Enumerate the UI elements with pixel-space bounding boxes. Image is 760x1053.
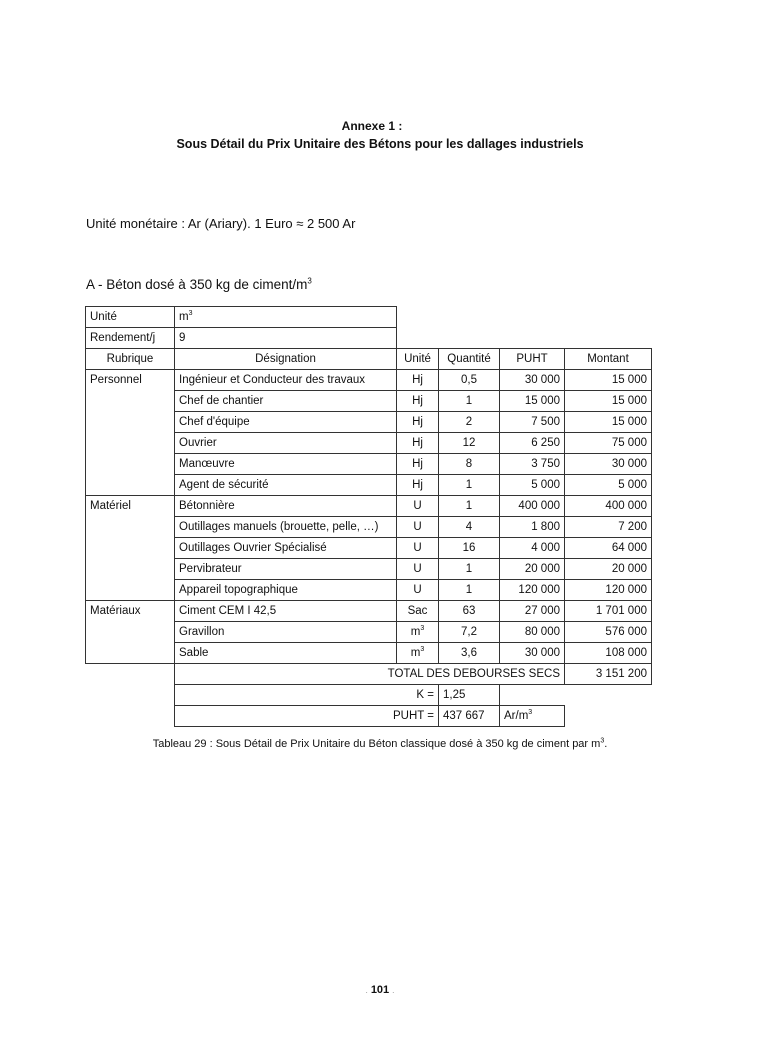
row-unite: U — [397, 559, 439, 580]
row-puht: 30 000 — [500, 643, 565, 664]
row-puht: 3 750 — [500, 454, 565, 475]
group-materiel: Matériel — [86, 496, 175, 601]
annexe-label: Annexe 1 : — [341, 119, 403, 133]
row-montant: 15 000 — [565, 370, 652, 391]
rendement-value: 9 — [175, 328, 397, 349]
row-unite: Hj — [397, 370, 439, 391]
row-quantite: 8 — [439, 454, 500, 475]
row-quantite: 1 — [439, 391, 500, 412]
row-quantite: 1 — [439, 496, 500, 517]
row-designation: Manœuvre — [175, 454, 397, 475]
row-montant: 75 000 — [565, 433, 652, 454]
row-puht: 80 000 — [500, 622, 565, 643]
row-designation: Ingénieur et Conducteur des travaux — [175, 370, 397, 391]
row-designation: Ouvrier — [175, 433, 397, 454]
price-detail-table — [85, 306, 652, 727]
row-puht: 1 800 — [500, 517, 565, 538]
header-rubrique: Rubrique — [86, 349, 175, 370]
row-designation: Outillages Ouvrier Spécialisé — [175, 538, 397, 559]
puht-value: 437 667 — [439, 706, 500, 727]
section-title-text: A - Béton dosé à 350 kg de ciment/m — [86, 277, 308, 292]
row-unite: Hj — [397, 475, 439, 496]
row-unite-sup: 3 — [420, 646, 425, 654]
section-title — [86, 277, 312, 292]
total-row — [86, 664, 652, 685]
table-row — [86, 370, 652, 391]
table-row — [86, 496, 652, 517]
page-number: . 101 . — [365, 984, 395, 996]
row-montant: 108 000 — [565, 643, 652, 664]
header-puht: PUHT — [500, 349, 565, 370]
row-quantite: 1 — [439, 475, 500, 496]
row-designation: Gravillon — [175, 622, 397, 643]
row-quantite: 12 — [439, 433, 500, 454]
row-quantite: 1 — [439, 580, 500, 601]
row-montant: 30 000 — [565, 454, 652, 475]
header-row — [86, 349, 652, 370]
row-designation: Ciment CEM I 42,5 — [175, 601, 397, 622]
row-montant: 120 000 — [565, 580, 652, 601]
row-puht: 7 500 — [500, 412, 565, 433]
row-montant: 1 701 000 — [565, 601, 652, 622]
page-number-text: 101 — [370, 984, 390, 996]
puht-row — [86, 706, 652, 727]
table-row — [86, 601, 652, 622]
header-quantite: Quantité — [439, 349, 500, 370]
rendement-row — [86, 328, 652, 349]
puht-unit-sup: 3 — [528, 709, 533, 717]
row-unite — [397, 622, 439, 643]
row-puht: 27 000 — [500, 601, 565, 622]
row-designation: Bétonnière — [175, 496, 397, 517]
total-label: TOTAL DES DEBOURSES SECS — [387, 668, 560, 680]
group-personnel: Personnel — [86, 370, 175, 496]
row-designation: Agent de sécurité — [175, 475, 397, 496]
unite-value-sup: 3 — [188, 310, 193, 318]
row-quantite: 3,6 — [439, 643, 500, 664]
row-puht: 30 000 — [500, 370, 565, 391]
header-unite: Unité — [397, 349, 439, 370]
row-montant: 400 000 — [565, 496, 652, 517]
row-designation: Chef de chantier — [175, 391, 397, 412]
row-montant: 15 000 — [565, 412, 652, 433]
row-unite-text: m — [410, 647, 421, 659]
section-title-sup: 3 — [307, 276, 312, 286]
total-value: 3 151 200 — [565, 664, 652, 685]
row-unite — [397, 643, 439, 664]
unite-label: Unité — [86, 307, 175, 328]
row-puht: 5 000 — [500, 475, 565, 496]
table-caption — [0, 738, 760, 750]
row-quantite: 63 — [439, 601, 500, 622]
row-unite: U — [397, 538, 439, 559]
row-designation: Outillages manuels (brouette, pelle, …) — [175, 517, 397, 538]
puht-label: PUHT = — [175, 706, 439, 727]
row-unite: U — [397, 580, 439, 601]
unite-row — [86, 307, 652, 328]
k-row — [86, 685, 652, 706]
row-designation: Sable — [175, 643, 397, 664]
row-puht: 4 000 — [500, 538, 565, 559]
puht-unit — [500, 706, 565, 727]
row-unite: Hj — [397, 454, 439, 475]
row-puht: 400 000 — [500, 496, 565, 517]
k-label: K = — [175, 685, 439, 706]
row-montant: 7 200 — [565, 517, 652, 538]
row-unite: U — [397, 517, 439, 538]
row-montant: 20 000 — [565, 559, 652, 580]
row-unite: Hj — [397, 412, 439, 433]
row-quantite: 1 — [439, 559, 500, 580]
rendement-label: Rendement/j — [86, 328, 175, 349]
header-montant: Montant — [565, 349, 652, 370]
row-quantite: 2 — [439, 412, 500, 433]
row-unite: Hj — [397, 391, 439, 412]
row-unite: Sac — [397, 601, 439, 622]
caption-end: . — [604, 738, 608, 750]
row-designation: Chef d'équipe — [175, 412, 397, 433]
row-unite-sup: 3 — [420, 625, 425, 633]
page-title: Sous Détail du Prix Unitaire des Bétons pour les dallages industriels — [176, 137, 584, 151]
row-montant: 15 000 — [565, 391, 652, 412]
unite-value-text: m — [179, 311, 189, 323]
row-puht: 15 000 — [500, 391, 565, 412]
puht-unit-text: Ar/m — [504, 710, 529, 722]
row-montant: 576 000 — [565, 622, 652, 643]
caption-sup: 3 — [600, 737, 605, 745]
row-unite: Hj — [397, 433, 439, 454]
row-puht: 20 000 — [500, 559, 565, 580]
row-unite-text: m — [410, 626, 421, 638]
row-puht: 6 250 — [500, 433, 565, 454]
row-quantite: 4 — [439, 517, 500, 538]
unite-value — [175, 307, 397, 328]
row-quantite: 0,5 — [439, 370, 500, 391]
caption-text: Tableau 29 : Sous Détail de Prix Unitaire du Béton classique dosé à 350 kg de ciment par m — [152, 738, 601, 750]
row-montant: 64 000 — [565, 538, 652, 559]
row-quantite: 7,2 — [439, 622, 500, 643]
row-unite: U — [397, 496, 439, 517]
group-materiaux: Matériaux — [86, 601, 175, 664]
currency-note: Unité monétaire : Ar (Ariary). 1 Euro ≈ 2 500 Ar — [86, 216, 356, 231]
row-puht: 120 000 — [500, 580, 565, 601]
k-value: 1,25 — [439, 685, 500, 706]
row-montant: 5 000 — [565, 475, 652, 496]
row-designation: Appareil topographique — [175, 580, 397, 601]
row-designation: Pervibrateur — [175, 559, 397, 580]
row-quantite: 16 — [439, 538, 500, 559]
header-designation: Désignation — [175, 349, 397, 370]
